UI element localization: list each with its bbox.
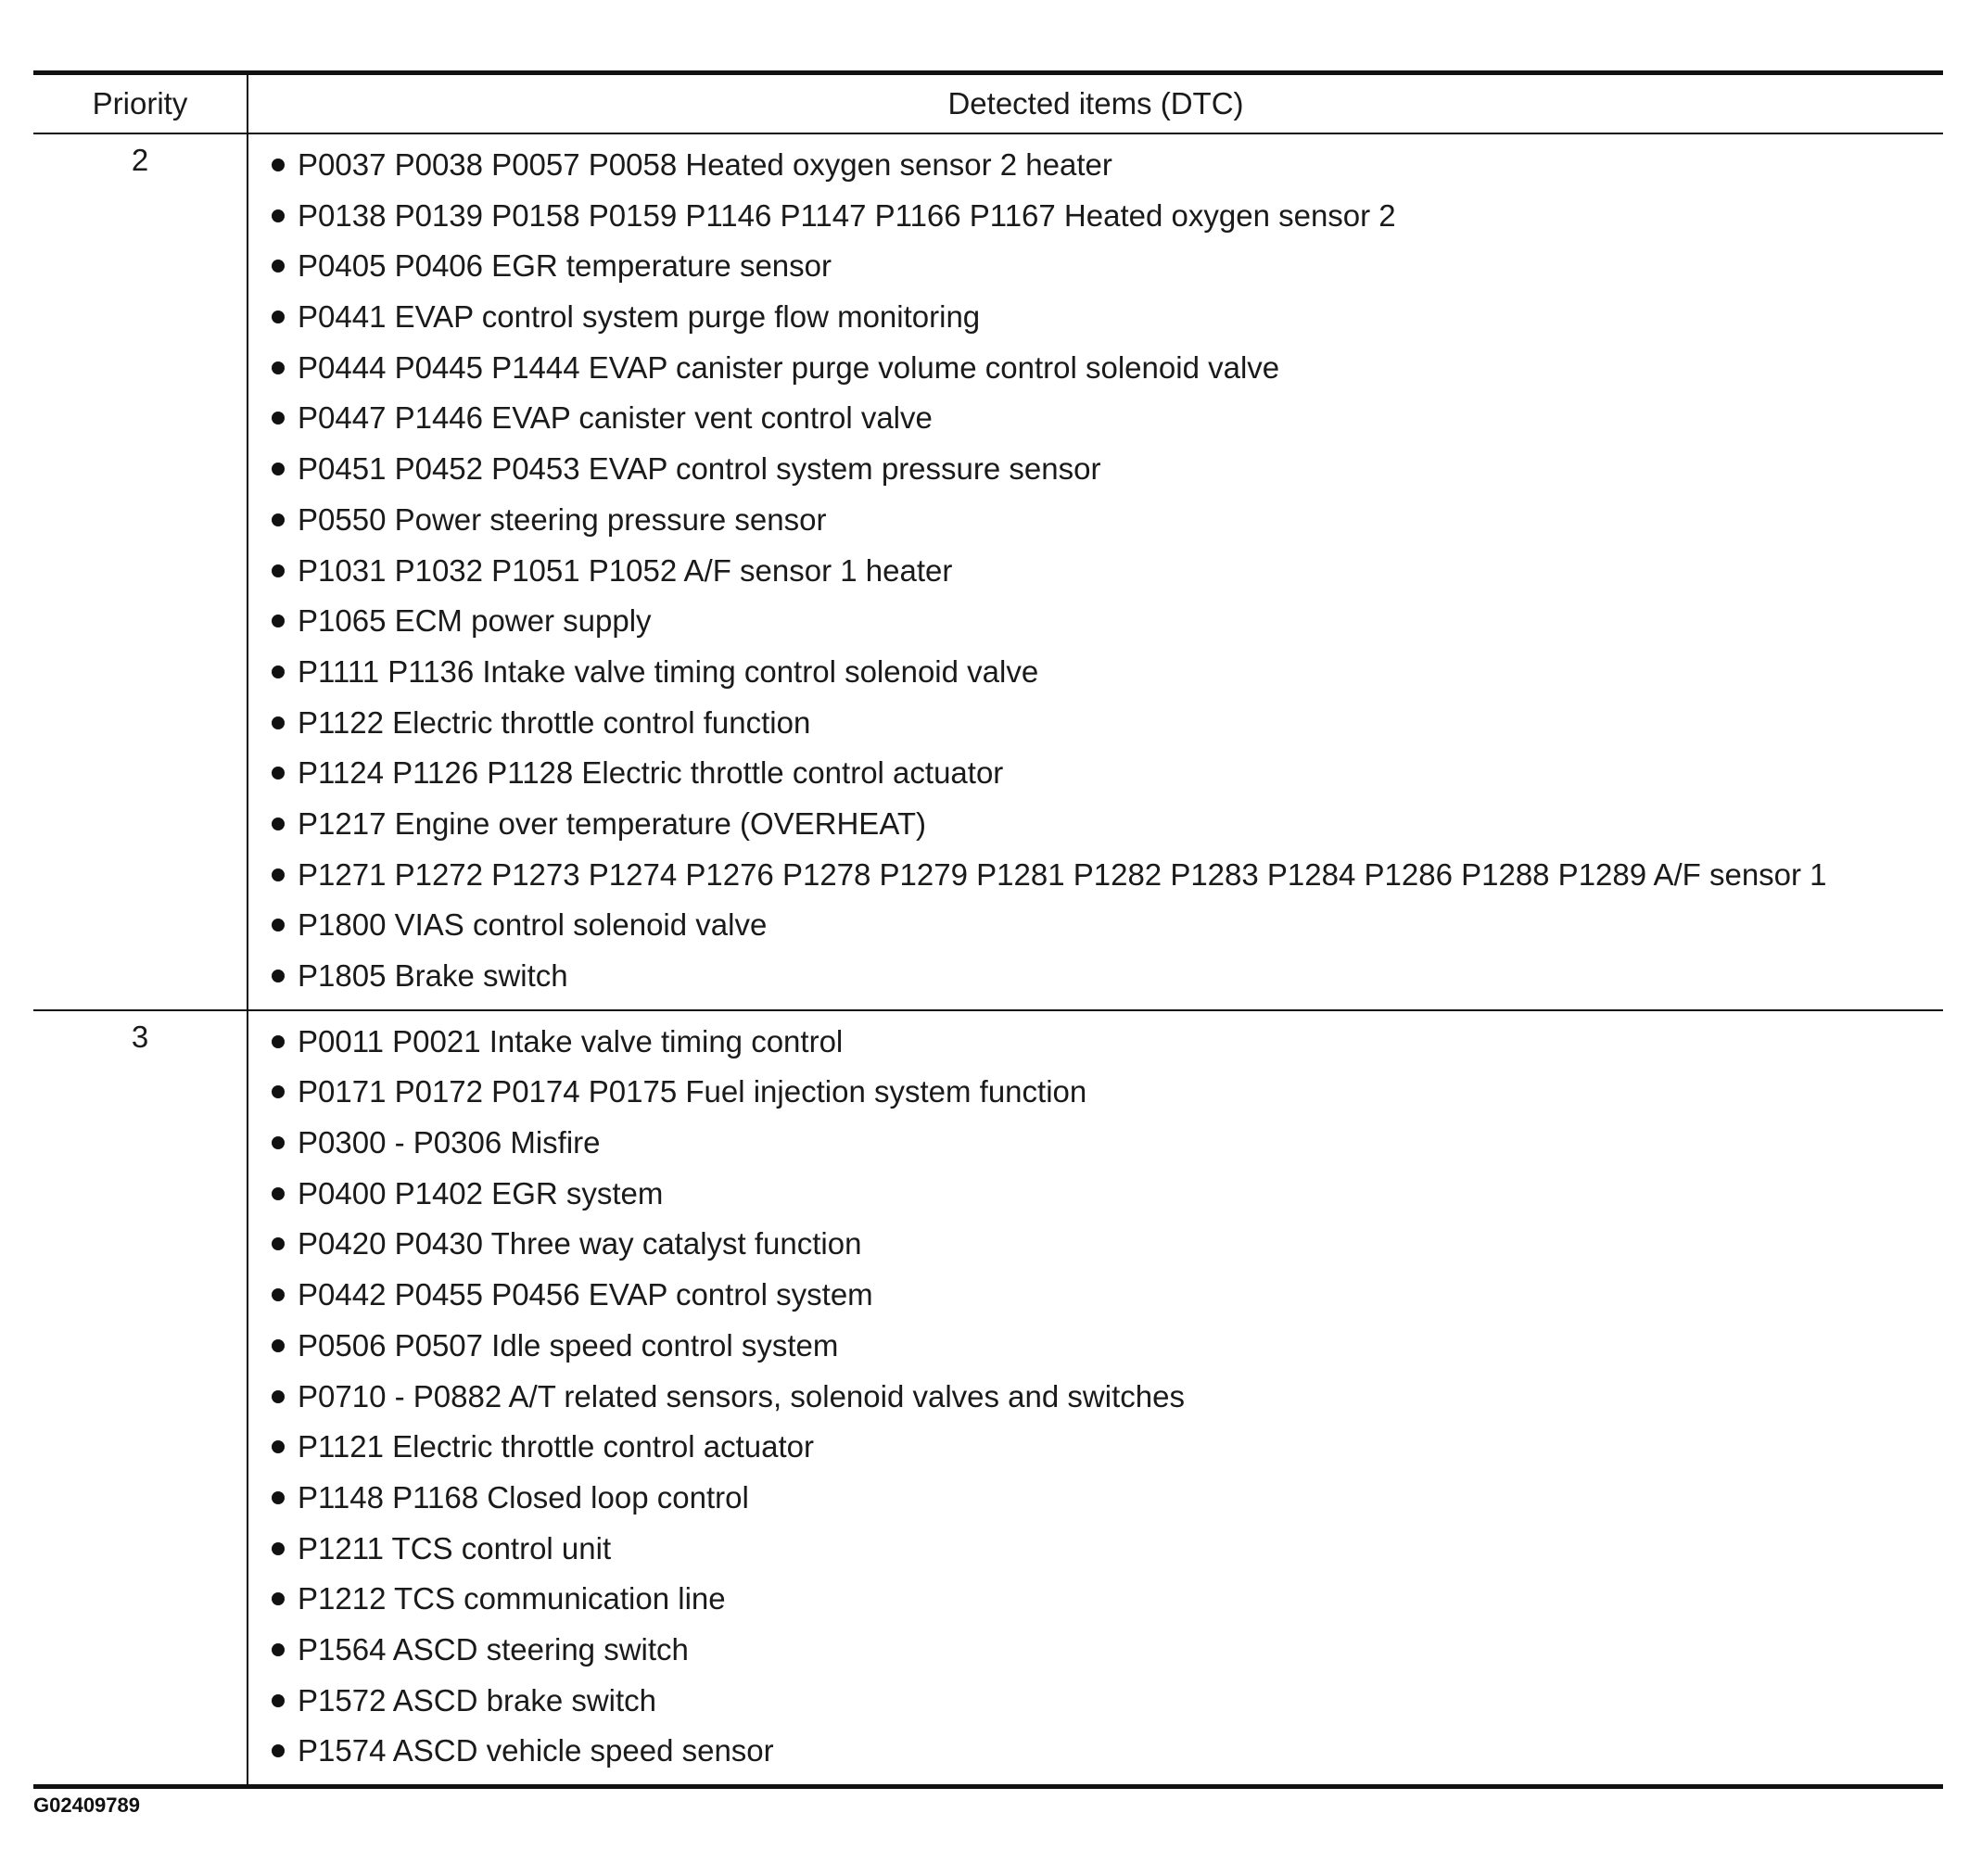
priority-column-header: Priority (33, 73, 248, 134)
dtc-item-text: P1065 ECM power supply (298, 603, 652, 639)
list-item (248, 1219, 1943, 1270)
list-item (248, 799, 1943, 850)
bullet-icon (272, 767, 285, 780)
bullet-icon (272, 1237, 285, 1250)
detected-items-column-header: Detected items (DTC) (248, 73, 1943, 134)
list-item (248, 748, 1943, 799)
bullet-icon (272, 311, 285, 323)
list-item (248, 1726, 1943, 1777)
list-item (248, 1169, 1943, 1220)
list-item (248, 292, 1943, 343)
dtc-item-text: P0441 EVAP control system purge flow monitoring (298, 299, 981, 335)
dtc-item-text: P0011 P0021 Intake valve timing control (298, 1023, 844, 1058)
list-item (248, 546, 1943, 597)
dtc-item-text: P0506 P0507 Idle speed control system (298, 1327, 839, 1363)
dtc-item-text: P1564 ASCD steering switch (298, 1631, 689, 1667)
list-item (248, 1067, 1943, 1118)
bullet-icon (272, 970, 285, 982)
figure-id-label: G02409789 (33, 1794, 140, 1817)
bullet-icon (272, 1440, 285, 1453)
dtc-item-text: P1211 TCS control unit (298, 1530, 612, 1565)
dtc-item-text: P0447 P1446 EVAP canister vent control valve (298, 400, 933, 436)
dtc-item-text: P1574 ASCD vehicle speed sensor (298, 1733, 774, 1768)
dtc-item-text: P0550 Power steering pressure sensor (298, 501, 827, 537)
list-item (248, 393, 1943, 444)
dtc-item-text: P1124 P1126 P1128 Electric throttle control actuator (298, 755, 1004, 791)
bullet-icon (272, 412, 285, 425)
bullet-icon (272, 158, 285, 171)
list-item (248, 951, 1943, 1002)
bullet-icon (272, 209, 285, 222)
dtc-item-text: P0405 P0406 EGR temperature sensor (298, 248, 832, 284)
priority-value: 2 (33, 133, 248, 1010)
bullet-icon (272, 1542, 285, 1555)
priority-value: 3 (33, 1010, 248, 1787)
detected-items-cell (248, 133, 1943, 1010)
dtc-item-text: P1121 Electric throttle control actuator (298, 1429, 815, 1464)
bullet-icon (272, 1288, 285, 1301)
dtc-item-text: P0710 - P0882 A/T related sensors, solenoid valves and switches (298, 1378, 1185, 1413)
list-item (248, 850, 1943, 901)
table-header-row (33, 73, 1943, 134)
bullet-icon (272, 1187, 285, 1200)
dtc-item-list (248, 1017, 1943, 1777)
dtc-item-text: P1122 Electric throttle control function (298, 704, 811, 740)
bullet-icon (272, 1592, 285, 1605)
bullet-icon (272, 615, 285, 627)
priority-group-row (33, 1010, 1943, 1787)
bullet-icon (272, 919, 285, 932)
detected-items-cell (248, 1010, 1943, 1787)
list-item (248, 1676, 1943, 1727)
bullet-icon (272, 1390, 285, 1403)
list-item (248, 1118, 1943, 1169)
list-item (248, 495, 1943, 546)
bullet-icon (272, 665, 285, 678)
dtc-item-text: P0451 P0452 P0453 EVAP control system pressure sensor (298, 451, 1101, 487)
dtc-item-text: P0400 P1402 EGR system (298, 1175, 664, 1211)
dtc-item-text: P1800 VIAS control solenoid valve (298, 907, 768, 943)
bullet-icon (272, 513, 285, 526)
bullet-icon (272, 1035, 285, 1048)
priority-group-row (33, 133, 1943, 1010)
bullet-icon (272, 1136, 285, 1149)
dtc-item-text: P1111 P1136 Intake valve timing control solenoid valve (298, 653, 1039, 689)
dtc-item-text: P1031 P1032 P1051 P1052 A/F sensor 1 heater (298, 552, 953, 588)
dtc-item-text: P0442 P0455 P0456 EVAP control system (298, 1277, 873, 1312)
list-item (248, 241, 1943, 292)
dtc-priority-table (33, 70, 1943, 1789)
list-item (248, 191, 1943, 242)
bullet-icon (272, 1339, 285, 1352)
dtc-item-text: P0444 P0445 P1444 EVAP canister purge volume control solenoid valve (298, 349, 1280, 385)
list-item (248, 343, 1943, 394)
table-body (33, 133, 1943, 1787)
list-item (248, 1473, 1943, 1524)
list-item (248, 900, 1943, 951)
list-item (248, 1017, 1943, 1068)
bullet-icon (272, 818, 285, 830)
bullet-icon (272, 1643, 285, 1656)
bullet-icon (272, 361, 285, 374)
list-item (248, 596, 1943, 647)
dtc-item-text: P0420 P0430 Three way catalyst function (298, 1226, 862, 1261)
list-item (248, 1574, 1943, 1625)
dtc-item-text: P0171 P0172 P0174 P0175 Fuel injection system function (298, 1074, 1087, 1109)
bullet-icon (272, 564, 285, 577)
dtc-item-text: P0138 P0139 P0158 P0159 P1146 P1147 P1166 P1167 Heated oxygen sensor 2 (298, 197, 1396, 233)
dtc-item-text: P1217 Engine over temperature (OVERHEAT) (298, 805, 927, 841)
list-item (248, 1524, 1943, 1575)
bullet-icon (272, 463, 285, 475)
list-item (248, 647, 1943, 698)
bullet-icon (272, 1744, 285, 1757)
list-item (248, 1270, 1943, 1321)
dtc-item-list (248, 140, 1943, 1002)
list-item (248, 1372, 1943, 1423)
list-item (248, 698, 1943, 749)
bullet-icon (272, 1491, 285, 1504)
dtc-item-text: P1805 Brake switch (298, 958, 568, 993)
list-item (248, 1422, 1943, 1473)
bullet-icon (272, 868, 285, 881)
bullet-icon (272, 1085, 285, 1098)
dtc-item-text: P1212 TCS communication line (298, 1581, 726, 1616)
list-item (248, 1625, 1943, 1676)
bullet-icon (272, 716, 285, 729)
list-item (248, 1321, 1943, 1372)
dtc-item-text: P0037 P0038 P0057 P0058 Heated oxygen sensor 2 heater (298, 147, 1112, 182)
dtc-item-text: P0300 - P0306 Misfire (298, 1125, 601, 1160)
list-item (248, 140, 1943, 191)
dtc-item-text: P1148 P1168 Closed loop control (298, 1479, 749, 1515)
dtc-item-text: P1572 ASCD brake switch (298, 1682, 657, 1718)
bullet-icon (272, 260, 285, 273)
list-item (248, 444, 1943, 495)
dtc-item-text: P1271 P1272 P1273 P1274 P1276 P1278 P1279 P1281 P1282 P1283 P1284 P1286 P1288 P1289 A/F sensor 1 (298, 856, 1827, 892)
bullet-icon (272, 1694, 285, 1707)
